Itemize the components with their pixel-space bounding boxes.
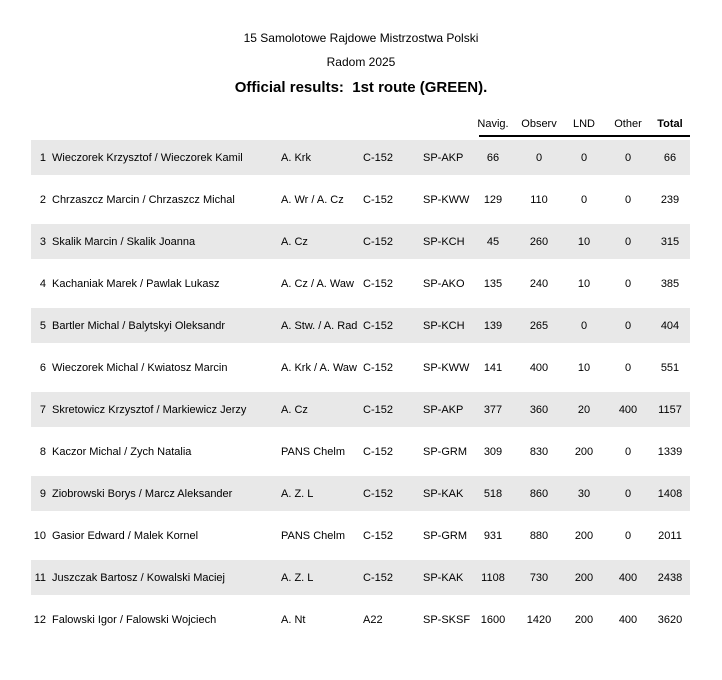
rank-cell: 10 [33,530,46,542]
lnd-score-cell: 200 [574,571,594,584]
aircraft-type-cell: C-152 [363,194,393,206]
aircraft-type-cell: C-152 [363,403,393,416]
aeroclub-cell: PANS Chelm [281,530,345,542]
aeroclub-cell: A. Nt [281,614,306,626]
observ-score-cell: 110 [530,194,548,206]
lnd-score-cell: 30 [577,487,591,500]
aeroclub-cell: A. Cz [281,235,308,248]
other-score-cell: 0 [624,278,632,290]
total-score-cell: 3620 [657,614,683,626]
crew-names-cell: Kachaniak Marek / Pawlak Lukasz [52,278,220,290]
aeroclub-cell: A. Krk / A. Waw [281,362,357,374]
aeroclub-cell: A. Wr / A. Cz [281,194,344,206]
event-location-year: Radom 2025 [326,55,396,69]
table-row [31,515,690,557]
crew-names-cell: Wieczorek Krzysztof / Wieczorek Kamil [52,151,243,164]
table-body [31,137,690,641]
lnd-score-cell: 10 [577,362,591,374]
column-header-navig: Navig. [477,118,509,130]
aircraft-type-cell: C-152 [363,446,393,458]
other-score-cell: 0 [624,319,632,332]
observ-score-cell: 830 [529,446,549,458]
rank-cell: 3 [39,235,46,248]
column-header-observ: Observ [521,118,557,130]
rank-cell: 6 [39,362,46,374]
rank-cell: 12 [33,614,46,626]
other-score-cell: 0 [624,446,632,458]
crew-names-cell: Falowski Igor / Falowski Wojciech [52,614,217,626]
total-score-cell: 2011 [658,530,682,542]
championship-title: 15 Samolotowe Rajdowe Mistrzostwa Polski [243,31,479,45]
lnd-score-cell: 200 [574,614,594,626]
lnd-score-cell: 10 [577,278,591,290]
other-score-cell: 0 [624,487,632,500]
aircraft-type-cell: C-152 [363,151,393,164]
total-score-cell: 239 [660,194,680,206]
rank-cell: 8 [39,446,46,458]
aeroclub-cell: A. Z. L [281,487,314,500]
other-score-cell: 0 [624,151,632,164]
rank-cell: 1 [39,151,46,164]
registration-cell: SP-KWW [423,194,470,206]
column-header-other: Other [614,118,642,130]
aeroclub-cell: A. Cz / A. Waw [281,278,354,290]
table-row [31,305,690,347]
navig-score-cell: 1600 [480,614,506,626]
other-score-cell: 0 [624,194,632,206]
observ-score-cell: 240 [529,278,549,290]
observ-score-cell: 400 [529,362,549,374]
aircraft-type-cell: C-152 [363,362,393,374]
table-row [31,473,690,515]
lnd-score-cell: 0 [580,319,588,332]
total-score-cell: 315 [660,235,680,248]
registration-cell: SP-KWW [423,362,470,374]
total-score-cell: 1157 [658,403,682,416]
rank-cell: 4 [39,278,46,290]
other-score-cell: 0 [624,235,632,248]
navig-score-cell: 135 [483,278,503,290]
lnd-score-cell: 200 [574,530,594,542]
navig-score-cell: 141 [483,362,503,374]
navig-score-cell: 139 [483,319,503,332]
aeroclub-cell: A. Krk [281,151,311,164]
aircraft-type-cell: C-152 [363,319,393,332]
crew-names-cell: Bartler Michal / Balytskyi Oleksandr [52,319,225,332]
aeroclub-cell: A. Z. L [281,571,314,584]
column-header-total: Total [657,118,683,130]
aeroclub-cell: PANS Chelm [281,446,345,458]
table-row [31,137,690,179]
registration-cell: SP-AKP [423,151,464,164]
aircraft-type-cell: C-152 [363,571,393,584]
aircraft-type-cell: A22 [363,614,383,626]
navig-score-cell: 309 [483,446,503,458]
registration-cell: SP-AKO [423,278,465,290]
crew-names-cell: Kaczor Michal / Zych Natalia [52,446,192,458]
navig-score-cell: 129 [483,194,503,206]
aeroclub-cell: A. Cz [281,403,308,416]
rank-cell: 2 [39,194,46,206]
total-score-cell: 551 [660,362,680,374]
rank-cell: 9 [39,487,46,500]
registration-cell: SP-KCH [423,235,465,248]
observ-score-cell: 860 [529,487,549,500]
total-score-cell: 404 [660,319,680,332]
navig-score-cell: 518 [483,487,503,500]
registration-cell: SP-AKP [423,403,464,416]
lnd-score-cell: 0 [580,194,588,206]
observ-score-cell: 360 [529,403,549,416]
table-row [31,389,690,431]
navig-score-cell: 377 [483,403,503,416]
registration-cell: SP-GRM [423,446,467,458]
observ-score-cell: 0 [535,151,543,164]
lnd-score-cell: 20 [577,403,591,416]
total-score-cell: 2438 [657,571,683,584]
total-score-cell: 1339 [657,446,683,458]
total-score-cell: 66 [663,151,677,164]
official-results-heading: Official results: 1st route (GREEN). [234,79,488,96]
registration-cell: SP-SKSF [423,614,470,626]
crew-names-cell: Wieczorek Michal / Kwiatosz Marcin [52,362,228,374]
table-row [31,221,690,263]
results-table [31,107,690,641]
table-row [31,179,690,221]
observ-score-cell: 880 [529,530,549,542]
crew-names-cell: Juszczak Bartosz / Kowalski Maciej [52,571,225,584]
lnd-score-cell: 200 [574,446,594,458]
other-score-cell: 400 [618,614,638,626]
aeroclub-cell: A. Stw. / A. Rad [281,319,358,332]
crew-names-cell: Ziobrowski Borys / Marcz Aleksander [52,487,233,500]
other-score-cell: 400 [618,571,638,584]
aircraft-type-cell: C-152 [363,487,393,500]
lnd-score-cell: 0 [580,151,588,164]
aircraft-type-cell: C-152 [363,278,393,290]
table-header-row [31,107,690,135]
table-row [31,557,690,599]
table-row [31,347,690,389]
table-row [31,431,690,473]
total-score-cell: 1408 [657,487,683,500]
observ-score-cell: 1420 [526,614,552,626]
observ-score-cell: 260 [529,235,549,248]
navig-score-cell: 1108 [481,571,505,584]
other-score-cell: 400 [618,403,638,416]
total-score-cell: 385 [660,278,680,290]
crew-names-cell: Skalik Marcin / Skalik Joanna [52,235,196,248]
column-header-lnd: LND [572,118,595,130]
aircraft-type-cell: C-152 [363,235,393,248]
aircraft-type-cell: C-152 [363,530,393,542]
rank-cell: 11 [34,571,46,584]
navig-score-cell: 931 [483,530,503,542]
lnd-score-cell: 10 [577,235,591,248]
crew-names-cell: Gasior Edward / Malek Kornel [52,530,199,542]
rank-cell: 7 [39,403,46,416]
navig-score-cell: 66 [486,151,500,164]
navig-score-cell: 45 [486,235,500,248]
observ-score-cell: 265 [529,319,549,332]
observ-score-cell: 730 [529,571,549,584]
crew-names-cell: Skretowicz Krzysztof / Markiewicz Jerzy [52,403,247,416]
table-row [31,599,690,641]
table-row [31,263,690,305]
other-score-cell: 0 [624,530,632,542]
crew-names-cell: Chrzaszcz Marcin / Chrzaszcz Michal [52,194,235,206]
other-score-cell: 0 [624,362,632,374]
registration-cell: SP-GRM [423,530,467,542]
rank-cell: 5 [39,319,46,332]
registration-cell: SP-KAK [423,487,464,500]
registration-cell: SP-KCH [423,319,465,332]
registration-cell: SP-KAK [423,571,464,584]
